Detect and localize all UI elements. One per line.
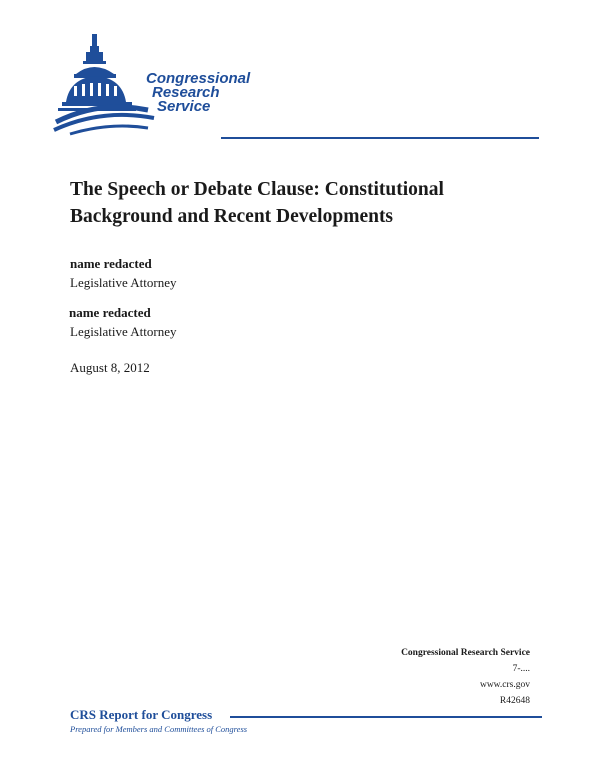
footer-report-number: R42648 — [499, 696, 530, 706]
wordmark-line-3: Service — [157, 98, 211, 115]
prepared-for-line: Prepared for Members and Committees of Congress — [70, 724, 248, 734]
header-rule — [221, 137, 539, 139]
author-name-2: name redacted — [69, 305, 151, 320]
crs-wordmark — [146, 72, 250, 114]
wordmark-line-2: Research — [152, 84, 220, 101]
author-name-1: name redacted — [70, 256, 152, 271]
footer-url[interactable]: www.crs.gov — [479, 680, 530, 690]
footer-rule — [230, 716, 542, 718]
capitol-dome-logo-icon — [52, 30, 542, 150]
report-label: CRS Report for Congress — [70, 707, 213, 722]
publication-date: August 8, 2012 — [70, 360, 150, 375]
crs-contact-block — [401, 645, 530, 709]
footer-org: Congressional Research Service — [401, 648, 530, 658]
wordmark-line-1: Congressional — [146, 70, 251, 87]
document-title: The Speech or Debate Clause: Constitutional Background and Recent Developments — [70, 179, 444, 227]
footer-phone: 7-.... — [512, 664, 530, 674]
author-role-2: Legislative Attorney — [70, 324, 177, 339]
author-role-1: Legislative Attorney — [70, 275, 177, 290]
